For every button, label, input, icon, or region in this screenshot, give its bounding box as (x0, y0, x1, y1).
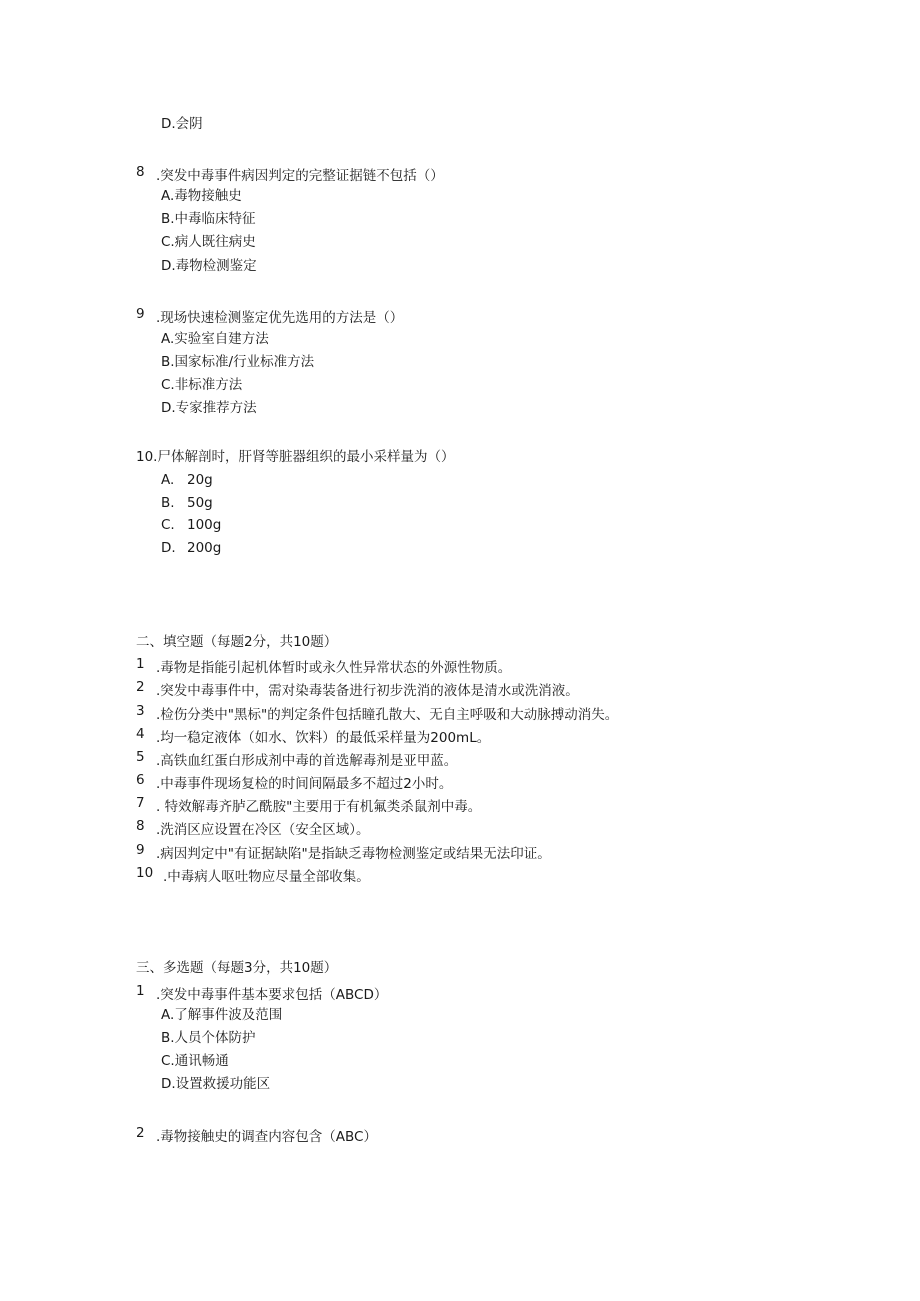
question-text: .现场快速检测鉴定优先选用的方法是（） (156, 310, 404, 326)
item-text: .突发中毒事件中，需对染毒装备进行初步洗消的液体是清水或洗消液。 (156, 683, 579, 699)
item-text: . 特效解毒齐胪乙酰胺"主要用于有机氟类杀鼠剂中毒。 (156, 799, 482, 815)
question-text: .突发中毒事件病因判定的完整证据链不包括（） (156, 168, 444, 184)
item-number: 3 (136, 703, 145, 719)
item-text: .高铁血红蛋白形成剂中毒的首选解毒剂是亚甲蓝。 (156, 753, 458, 769)
item-text: .中毒病人呕吐物应尽量全部收集。 (163, 869, 370, 885)
question-text: 10.尸体解剖时，肝肾等脏器组织的最小采样量为（） (136, 449, 455, 465)
question-text: .突发中毒事件基本要求包括（ABCD） (156, 987, 388, 1003)
option-value: 100g (187, 517, 222, 533)
item-number: 7 (136, 795, 145, 811)
option-a: A.毒物接触史 (161, 188, 242, 204)
option-d: D.设置救援功能区 (161, 1076, 271, 1092)
section-heading: 二、填空题（每题2分，共10题） (136, 634, 338, 650)
option-a: A.了解事件波及范围 (161, 1007, 283, 1023)
option-letter: C. (161, 517, 175, 533)
option-letter: D. (161, 540, 176, 556)
question-number: 8 (136, 164, 145, 180)
option-c: C.病人既往病史 (161, 234, 256, 250)
option-letter: A. (161, 472, 175, 488)
option-letter: B. (161, 495, 175, 511)
option-b: B.国家标准/行业标准方法 (161, 354, 315, 370)
option-value: 200g (187, 540, 222, 556)
option-d: D.毒物检测鉴定 (161, 258, 257, 274)
option-d (161, 539, 221, 557)
item-text: .洗消区应设置在冷区（安全区域）。 (156, 822, 370, 838)
item-text: .毒物是指能引起机体暂时或永久性异常状态的外源性物质。 (156, 660, 512, 676)
option-b: B.中毒临床特征 (161, 211, 256, 227)
option-c: C.通讯畅通 (161, 1053, 229, 1069)
item-text: .中毒事件现场复检的时间间隔最多不超过2小时。 (156, 776, 453, 792)
item-number: 8 (136, 818, 145, 834)
question-number: 2 (136, 1125, 145, 1141)
item-number: 9 (136, 842, 145, 858)
question-text: .毒物接触史的调查内容包含（ABC） (156, 1129, 377, 1145)
question-number: 1 (136, 983, 145, 999)
question-number: 9 (136, 306, 145, 322)
section-heading: 三、多选题（每题3分，共10题） (136, 960, 338, 976)
option-a: A.实验室自建方法 (161, 331, 269, 347)
item-number: 6 (136, 772, 145, 788)
item-number: 2 (136, 679, 145, 695)
option-b: B.人员个体防护 (161, 1030, 256, 1046)
item-text: .均一稳定液体（如水、饮料）的最低采样量为200mL。 (156, 730, 491, 746)
option-d-top: D.会阴 (161, 116, 203, 132)
item-number: 4 (136, 726, 145, 742)
option-c: C.非标准方法 (161, 377, 243, 393)
item-text: .检伤分类中"黑标"的判定条件包括瞳孔散大、无自主呼吸和大动脉搏动消失。 (156, 707, 619, 723)
item-text: .病因判定中"有证据缺陷"是指缺乏毒物检测鉴定或结果无法印证。 (156, 846, 551, 862)
option-a (161, 471, 213, 489)
option-value: 50g (187, 495, 213, 511)
item-number: 5 (136, 749, 145, 765)
option-b (161, 494, 213, 512)
option-c (161, 516, 221, 534)
option-value: 20g (187, 472, 213, 488)
option-d: D.专家推荐方法 (161, 400, 257, 416)
item-number: 10 (136, 865, 154, 881)
item-number: 1 (136, 656, 145, 672)
